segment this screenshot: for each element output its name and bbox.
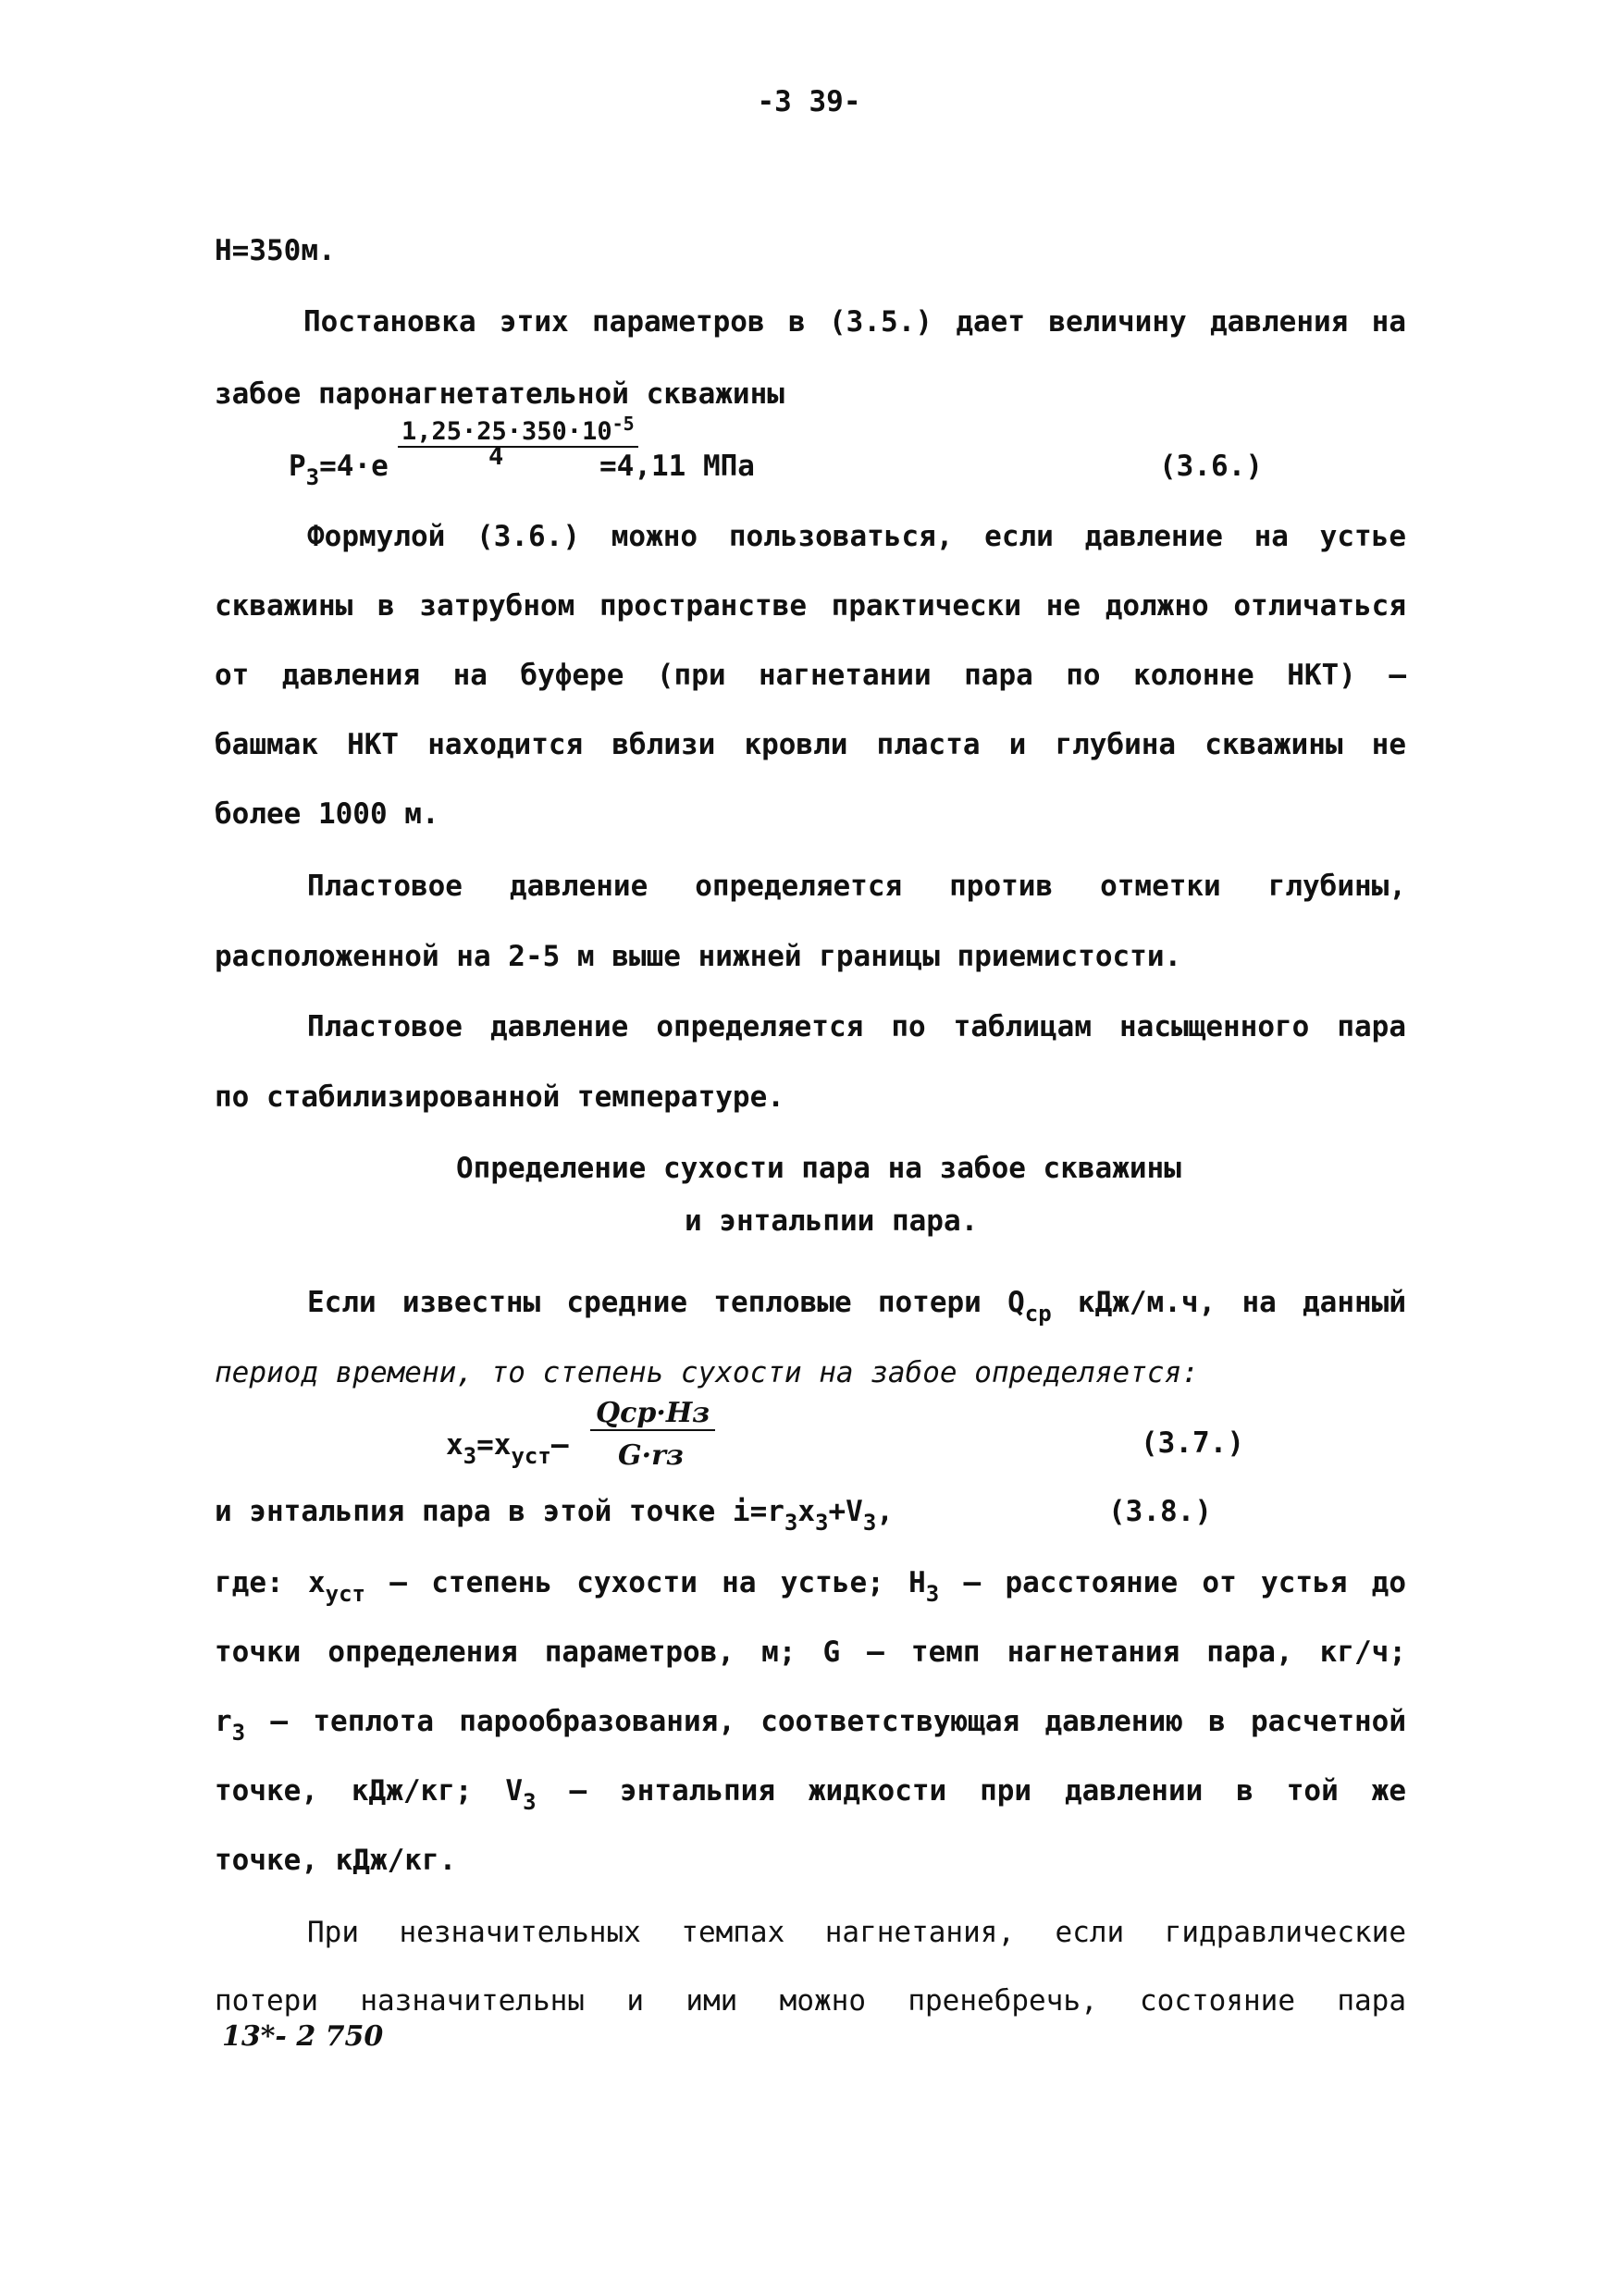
paragraph-line: При незначительных темпах нагнетания, если гидравлические [307, 1916, 1406, 1949]
paragraph-line: потери назначительны и ими можно пренебречь, состояние пара [215, 1984, 1406, 2018]
heading-line: Определение сухости пара на забое скважины [456, 1152, 1181, 1185]
paragraph-line: по стабилизированной температуре. [215, 1080, 784, 1114]
paragraph-line: от давления на буфере (при нагнетании пара по колонне НКТ) – [215, 659, 1406, 692]
paragraph-line: Пластовое давление определяется по таблицам насыщенного пара [307, 1010, 1406, 1043]
paragraph-line: более 1000 м. [215, 797, 439, 831]
handwritten-note: 13*- 2 750 [222, 2020, 384, 2053]
paragraph-line: где: $x_{уст}$ – степень сухости на устье; $H_З$ – расстояние от устья до [215, 1566, 1406, 1607]
equation-number: (3.8.) [1108, 1495, 1212, 1528]
paragraph-line: $r_З$ – теплота парообразования, соответствующая давлению в расчетной [215, 1705, 1406, 1746]
paragraph-line: расположенной на 2-5 м выше нижней границы приемистости. [215, 940, 1182, 973]
paragraph-line: точке, кДж/кг. [215, 1844, 457, 1877]
formula-line: и энтальпия пара в этой точке $i=r_Зx_З+V_З$, [215, 1495, 894, 1536]
paragraph-line: точке, кДж/кг; $V_З$ – энтальпия жидкости при давлении в той же [215, 1774, 1406, 1815]
fraction-denominator: G·rз [618, 1439, 685, 1472]
paragraph-line: Пластовое давление определяется против отметки глубины, [307, 870, 1406, 903]
paragraph-line: Если известны средние тепловые потери $Q_{ср}$ кДж/м.ч, на данный [307, 1286, 1406, 1327]
equation-number: (3.7.) [1141, 1426, 1244, 1460]
formula-result: =4,11 МПа [599, 450, 755, 483]
paragraph-line: Постановка этих параметров в (3.5.) дает величину давления на [303, 305, 1406, 339]
heading-line: и энтальпии пара. [685, 1204, 979, 1238]
exponent-numerator: $1,25\cdot 25\cdot 350\cdot 10^{-5}$ [398, 413, 638, 448]
formula-lhs: $x_З=x_{уст}-$ [446, 1428, 569, 1469]
equation-number: (3.6.) [1159, 450, 1263, 483]
fraction-numerator: Qср·Hз [590, 1397, 715, 1431]
paragraph-line: Формулой (3.6.) можно пользоваться, если давление на устье [307, 520, 1406, 553]
page-number: -3 39- [757, 85, 861, 118]
paragraph-line: период времени, то степень сухости на забое определяется: [215, 1356, 1199, 1389]
paragraph-line: забое паронагнетательной скважины [215, 377, 784, 411]
formula-lhs: $P_З=4\cdot е$ [289, 450, 389, 490]
depth-line: H=350м. [215, 234, 336, 267]
paragraph-line: скважины в затрубном пространстве практически не должно отличаться [215, 589, 1406, 623]
paragraph-line: башмак НКТ находится вблизи кровли пласта и глубина скважины не [215, 728, 1406, 761]
paragraph-line: точки определения параметров, м; G – темп нагнетания пара, кг/ч; [215, 1636, 1406, 1669]
exponent-denominator: 4 [488, 442, 504, 471]
